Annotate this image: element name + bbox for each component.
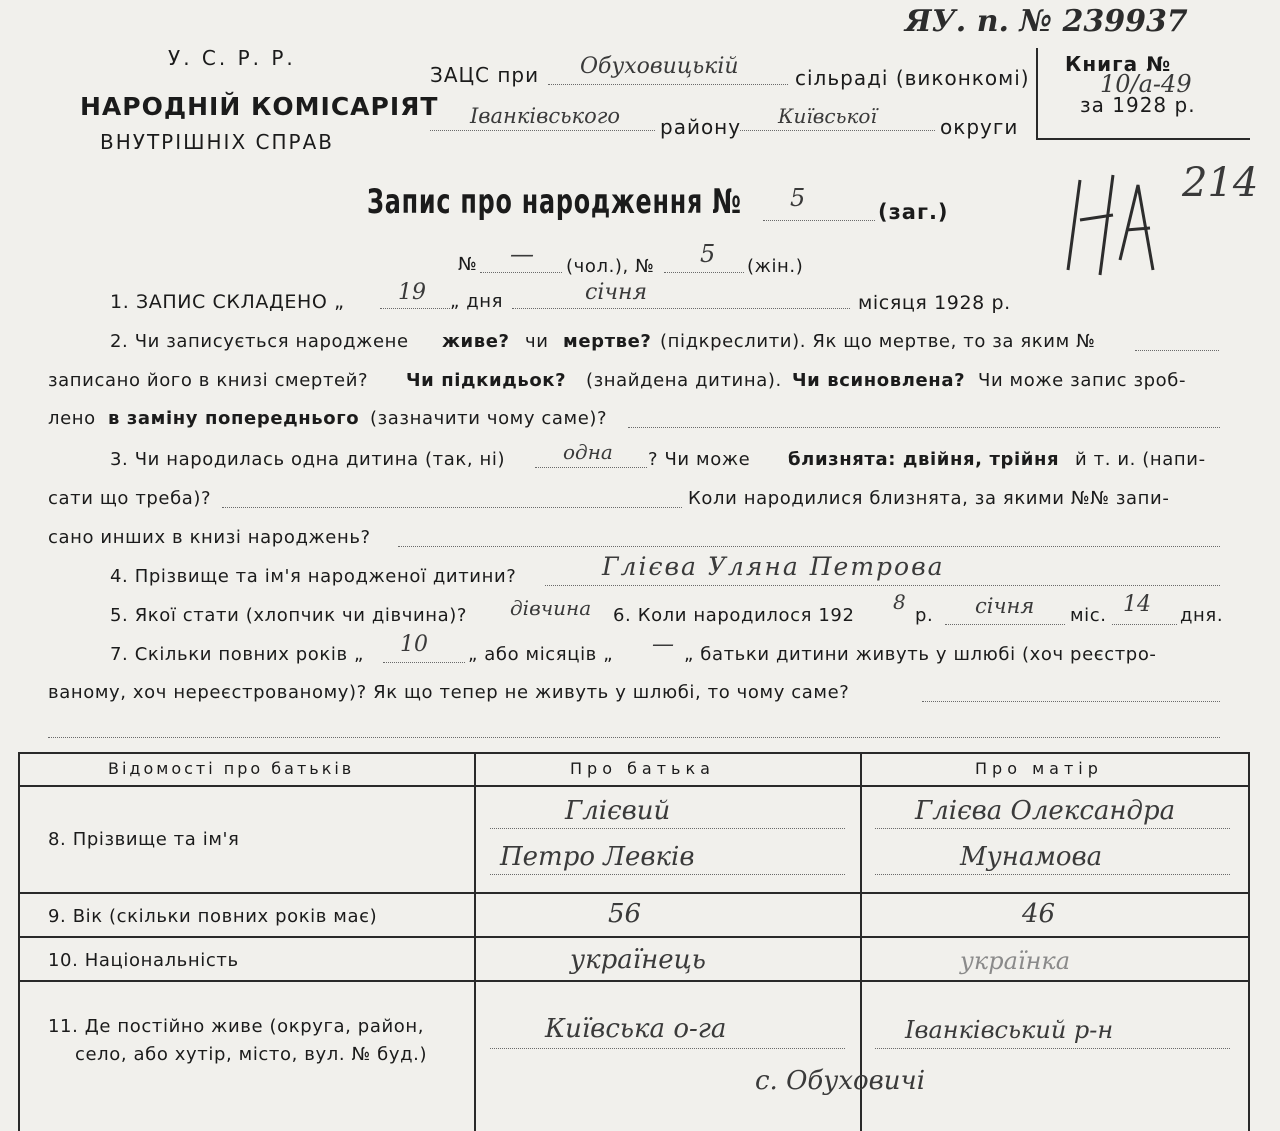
silradi-label: сільраді (виконкомі)	[795, 66, 1030, 90]
table-header-bottom	[18, 785, 1250, 787]
male-number: —	[510, 240, 534, 268]
female-number-line	[664, 272, 744, 273]
q7-line1-c: „ батьки дитини живуть у шлюбі (хоч реєстро-	[684, 644, 1157, 665]
male-number-line	[480, 272, 562, 273]
record-number: 5	[790, 184, 806, 212]
row10-mother: українка	[960, 947, 1071, 975]
record-number-line	[763, 220, 875, 221]
zats-value: Обуховицькій	[580, 54, 739, 79]
row9-father: 56	[608, 899, 642, 929]
col-header-parents: Відомості про батьків	[108, 759, 355, 778]
q7-line1-a: 7. Скільки повних років „	[110, 644, 364, 665]
q1-month: січня	[585, 280, 648, 305]
book-year: за 1928 р.	[1080, 93, 1196, 117]
table-divider-1	[474, 752, 476, 1131]
q3-line3-fill	[398, 546, 1220, 547]
female-number: 5	[700, 240, 716, 268]
q3-value-line	[535, 467, 647, 468]
q2-adopted: Чи всиновлена?	[792, 370, 966, 391]
q3-line2-a: сати що треба)?	[48, 488, 212, 509]
row9-mother: 46	[1022, 899, 1056, 929]
commissariat-subtitle: ВНУТРІШНІХ СПРАВ	[100, 130, 334, 154]
raion-label: району	[660, 115, 742, 139]
q6-dnia: дня.	[1180, 605, 1224, 626]
q2-alive: живе?	[442, 331, 510, 352]
q2-replace: в заміну попереднього	[108, 408, 360, 429]
q1-day-line	[380, 308, 450, 309]
book-box-left	[1036, 48, 1038, 138]
q6-label: 6. Коли народилося 192	[613, 605, 855, 626]
q2-foundling: Чи підкидьок?	[406, 370, 567, 391]
raion-value: Іванківського	[470, 104, 620, 128]
q3-value: одна	[563, 440, 613, 464]
q2-line3-b: (зазначити чому саме)?	[370, 408, 608, 429]
male-label: (чол.), №	[566, 256, 655, 277]
table-left-border	[18, 752, 20, 1131]
table-row9-bottom	[18, 936, 1250, 938]
q7-years: 10	[400, 632, 428, 657]
table-right-border	[1248, 752, 1250, 1131]
q4-label: 4. Прізвище та ім'я народженої дитини?	[110, 566, 517, 587]
row8-mother-line-2	[875, 874, 1230, 875]
row8-mother: Глієва Олександра	[915, 796, 1176, 826]
row10-father: українець	[570, 945, 706, 975]
row9-label: 9. Вік (скільки повних років має)	[48, 906, 378, 927]
q6-month-line	[945, 624, 1065, 625]
zats-line	[548, 84, 788, 85]
q2-line3-fill	[628, 427, 1220, 428]
q7-line1-b: „ або місяців „	[468, 644, 614, 665]
commissariat-title: НАРОДНІЙ КОМІСАРІЯТ	[80, 92, 439, 121]
row8-mother-line	[875, 828, 1230, 829]
archive-reference: ЯУ. п. № 239937	[905, 4, 1188, 39]
q3-line2-fill	[222, 507, 682, 508]
q2-line2-c: Чи може запис зроб-	[978, 370, 1187, 391]
row11-father-2: с. Обуховичі	[755, 1066, 926, 1096]
q4-value-line	[545, 585, 1220, 586]
q4-value: Глієва Уляна Петрова	[602, 552, 945, 581]
female-label: (жін.)	[747, 256, 804, 277]
q2-line3-a: лено	[48, 408, 96, 429]
q5-label: 5. Якої стати (хлопчик чи дівчина)?	[110, 605, 468, 626]
q1-prefix: 1. ЗАПИС СКЛАДЕНО „	[110, 291, 345, 313]
q6-month: січня	[975, 594, 1035, 618]
q2-or: чи	[525, 331, 549, 352]
book-box-bottom	[1036, 138, 1250, 140]
zats-label: ЗАЦС при	[430, 63, 540, 87]
q5-value: дівчина	[510, 596, 592, 620]
q2-dead: мертве?	[563, 331, 652, 352]
book-label: Книга №	[1065, 52, 1172, 76]
q7-months: —	[652, 632, 674, 657]
q3-line2-b: Коли народилися близнята, за якими №№ запи-	[688, 488, 1170, 509]
table-row10-bottom	[18, 980, 1250, 982]
table-row8-bottom	[18, 892, 1250, 894]
q1-suffix: місяця 1928 р.	[858, 292, 1011, 314]
row11-father: Київська о-га	[545, 1014, 727, 1044]
col-header-father: Про батька	[570, 759, 715, 778]
okruh-value: Київської	[778, 104, 877, 128]
q1-day-label: „ дня	[450, 291, 504, 312]
q7-line2: ваному, хоч нереєстрованому)? Як що тепер не живуть у шлюбі, то чому саме?	[48, 682, 850, 703]
row8-mother-2: Мунамова	[960, 842, 1103, 872]
q3-line1-c: й т. и. (напи-	[1075, 449, 1206, 470]
q7-line3-fill	[48, 737, 1220, 738]
q2-line1-fill	[1135, 350, 1219, 351]
q6-day-line	[1112, 624, 1177, 625]
row8-father-line	[490, 828, 845, 829]
okruh-line	[740, 130, 935, 131]
q2-line2-b: (знайдена дитина).	[586, 370, 782, 391]
row10-label: 10. Національність	[48, 950, 239, 971]
col-header-mother: Про матір	[975, 759, 1103, 778]
side-note: 214	[1182, 160, 1259, 206]
num-label: №	[458, 254, 478, 275]
republic-label: У. С. Р. Р.	[168, 46, 296, 70]
row8-label: 8. Прізвище та ім'я	[48, 829, 240, 850]
row11-mother-line	[875, 1048, 1230, 1049]
q7-years-line	[383, 662, 465, 663]
q1-month-line	[512, 308, 850, 309]
table-top-border	[18, 752, 1250, 754]
row11-label-line2: село, або хутір, місто, вул. № буд.)	[75, 1044, 428, 1065]
row11-mother: Іванківський р-н	[905, 1016, 1114, 1044]
q6-mis: міс.	[1070, 605, 1107, 626]
row11-label-line1: 11. Де постійно живе (округа, район,	[48, 1016, 425, 1037]
q2-line2-a: записано його в книзі смертей?	[48, 370, 369, 391]
row8-father: Глієвий	[565, 796, 671, 826]
book-number: 10/а-49	[1100, 70, 1192, 98]
record-suffix: (заг.)	[878, 200, 949, 224]
q6-r: р.	[915, 605, 934, 626]
q6-year: 8	[893, 590, 906, 614]
q3-twins: близнята: двійня, трійня	[788, 449, 1060, 470]
okruh-label: округи	[940, 115, 1019, 139]
q1-day: 19	[398, 280, 426, 305]
row8-father-2: Петро Левків	[500, 842, 695, 872]
q3-line1-b: ? Чи може	[648, 449, 751, 470]
record-title: Запис про народження №	[367, 182, 742, 222]
row11-father-line	[490, 1048, 845, 1049]
q7-line2-fill	[922, 701, 1220, 702]
q2-line1-b: (підкреслити). Як що мертве, то за яким №	[660, 331, 1096, 352]
raion-line	[430, 130, 655, 131]
q3-line3: сано инших в книзі народжень?	[48, 527, 371, 548]
q6-day: 14	[1123, 592, 1151, 617]
row8-father-line-2	[490, 874, 845, 875]
signature-mark	[1058, 160, 1178, 280]
q3-line1-a: 3. Чи народилась одна дитина (так, ні)	[110, 449, 506, 470]
q2-line1-a: 2. Чи записується народжене	[110, 331, 409, 352]
